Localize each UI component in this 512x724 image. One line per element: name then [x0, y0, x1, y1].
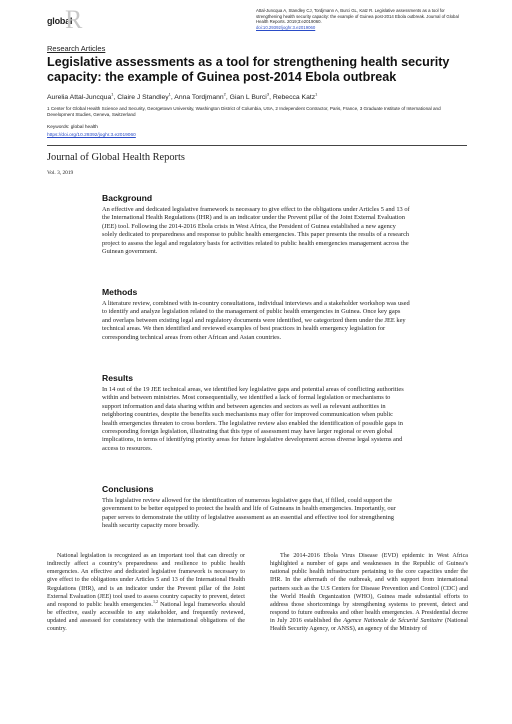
- author-affiliation-number: 2: [223, 91, 226, 97]
- logo-letter: R: [65, 5, 83, 34]
- paragraph-text: National legislation is recognized as an important tool that can directly or indirectly affect a country’s preparedness and resilience to public health emergencies. An effective and dedicated legislative framework is necessary to give effect to the obligations under Articles 5 and 13 of the International Health Regulations (IHR), and is an indicator under the Prevent pillar of the Joint External Evaluation (JEE) tool used to assess country capacity to prevent, detect and respond to public health emergencies.: [47, 553, 245, 608]
- author-affiliation-number: 1: [168, 91, 171, 97]
- doi-link[interactable]: https://doi.org/10.29392/joghr.3.e2019060: [47, 133, 136, 138]
- journal-volume: Vol. 3, 2019: [47, 170, 74, 176]
- abstract-heading: Conclusions: [102, 484, 154, 494]
- keywords: Keywords: global health: [47, 125, 98, 130]
- paragraph-text: (National Health Security Agency, or ANSS), an agency of the Ministry of: [270, 618, 468, 633]
- abstract-results: [102, 373, 410, 453]
- abstract-heading: Results: [102, 373, 134, 383]
- journal-logo: [47, 5, 109, 34]
- divider: [47, 145, 467, 146]
- section-label[interactable]: Research Articles: [47, 44, 106, 53]
- author: Anna Tordjmann: [174, 94, 224, 101]
- author: Aurelia Attal-Juncqua: [47, 94, 112, 101]
- author-affiliation-number: 1: [315, 91, 318, 97]
- paragraph-text: National legal frameworks should be effective, easily accessible to any stakeholder, and frequently reviewed, updated and assessed for consistency with the international obligations of the country.: [47, 601, 246, 633]
- abstract-paragraph: An effective and dedicated legislative framework is necessary to give effect to the obligations under Articles 5 and 13 of the International Health Regulations (IHR) and is an indicator under the Prevent pillar of the Joint External Evaluation (JEE) tool. Following the 2014-2016 Ebola crisis in West Africa, the President of Guinea established a new agency solely dedicated to preparedness and response to public health emergencies. This paper presents the results of a research project to assess the legal and regulatory basis for activities related to public health emergencies management across the Guinean government.: [102, 206, 410, 256]
- abstract-paragraph: A literature review, combined with in-country consultations, individual interviews and a stakeholder workshop was used to identify and analyze legislation related to the management of public health emergencies in Guinea. Once key gaps and overlaps between existing legal and regulatory documents were identified, we categorized them under the JEE key technical areas. We then identified and reviewed examples of best practices in health emergency legislation for corresponding technical areas from other African and Asian countries.: [102, 300, 410, 341]
- abstract-methods: [102, 287, 410, 342]
- author: Claire J Standley: [117, 94, 169, 101]
- author-affiliation-number: 1: [111, 91, 114, 97]
- author: Rebecca Katz: [272, 94, 316, 101]
- author: Gian L Burci: [229, 94, 267, 101]
- author-affiliation-number: 3: [266, 91, 270, 97]
- journal-name: Journal of Global Health Reports: [47, 152, 185, 163]
- abstract-paragraph: In 14 out of the 19 JEE technical areas, we identified key legislative gaps and potential areas of conflicting authorities within and between ministries. Most consequentially, we identified a lack of formal legislation or mechanisms to support information and data sharing within and between agencies and sectors as well as relevant authorities in neighboring countries, despite the benefits such mechanisms may offer for improved communication when public health emergencies threaten to cross borders. The legislative review also enabled the identification of possible gaps in corresponding foreign legislation, illustrating that this type of assessment may have larger regional or even global implications, in terms of identifying priority areas for future legislative development across diverse legal systems and access to resources.: [102, 386, 404, 452]
- body-paragraph-left: [47, 552, 245, 634]
- abstract-heading: Background: [102, 193, 153, 203]
- citation-reference[interactable]: 1,2: [152, 598, 158, 604]
- affiliations: 1 Center for Global Health Science and Security, Georgetown University, Washington District of Columbia, USA, 2 Independent Contractor, Paris, France, 3 Graduate Institute of International and Development Studies, Geneva, Switzerland: [47, 106, 441, 118]
- abstract-background: [102, 193, 410, 256]
- paragraph-text: The 2014-2016 Ebola Virus Disease (EVD) epidemic in West Africa highlighted a number of gaps and weaknesses in the Republic of Guinea’s national public health infrastructure pertaining to the core capacities under the IHR. In the aftermath of the outbreak, and with support from international partners such as the U.S Centers for Disease Prevention and Control (CDC) and the World Health Organization (WHO), Guinea made substantial efforts to address those shortcomings by strengthening systems to prevent, detect and respond to future outbreaks and other health emergencies. A Presidential decree in July 2016 established the: [270, 553, 468, 625]
- abstract-conclusions: [102, 484, 410, 531]
- body-paragraph-right: [270, 552, 468, 634]
- abstract-heading: Methods: [102, 287, 138, 297]
- citation-block: [256, 8, 468, 30]
- agency-name: Agence Nationale de Sécurité Sanitaire: [343, 618, 443, 625]
- author-list: Aurelia Attal-Juncqua$^1$, Claire J Standley$^1$, Anna Tordjmann$^2$, Gian L Burci$^3$, Rebecca Katz$^1$: [47, 91, 318, 101]
- abstract-paragraph: This legislative review allowed for the identification of numerous legislative gaps that, if filled, could support the government to be better equipped to protect the health and life of Guineans in health emergencies. Importantly, our paper serves to demonstrate the utility of legislative assessment as an essential and effective tool for strengthening health security capacity more broadly.: [102, 497, 396, 530]
- logo-word: global: [47, 16, 73, 26]
- citation-text: Attal-Juncqua A, Standley CJ, Tordjmann A, Burci GL, Katz R. Legislative assessments as a tool for strengthening health security capacity: the example of Guinea post-2014 Ebola outbreak. Journal of Global Health Reports. 2019;3:e2019060.: [256, 8, 459, 25]
- article-title: Legislative assessments as a tool for strengthening health security capacity: the example of Guinea post-2014 Ebola outbreak: [47, 55, 450, 84]
- citation-doi-link[interactable]: doi:10.29392/joghr.3.e2019060: [256, 24, 316, 30]
